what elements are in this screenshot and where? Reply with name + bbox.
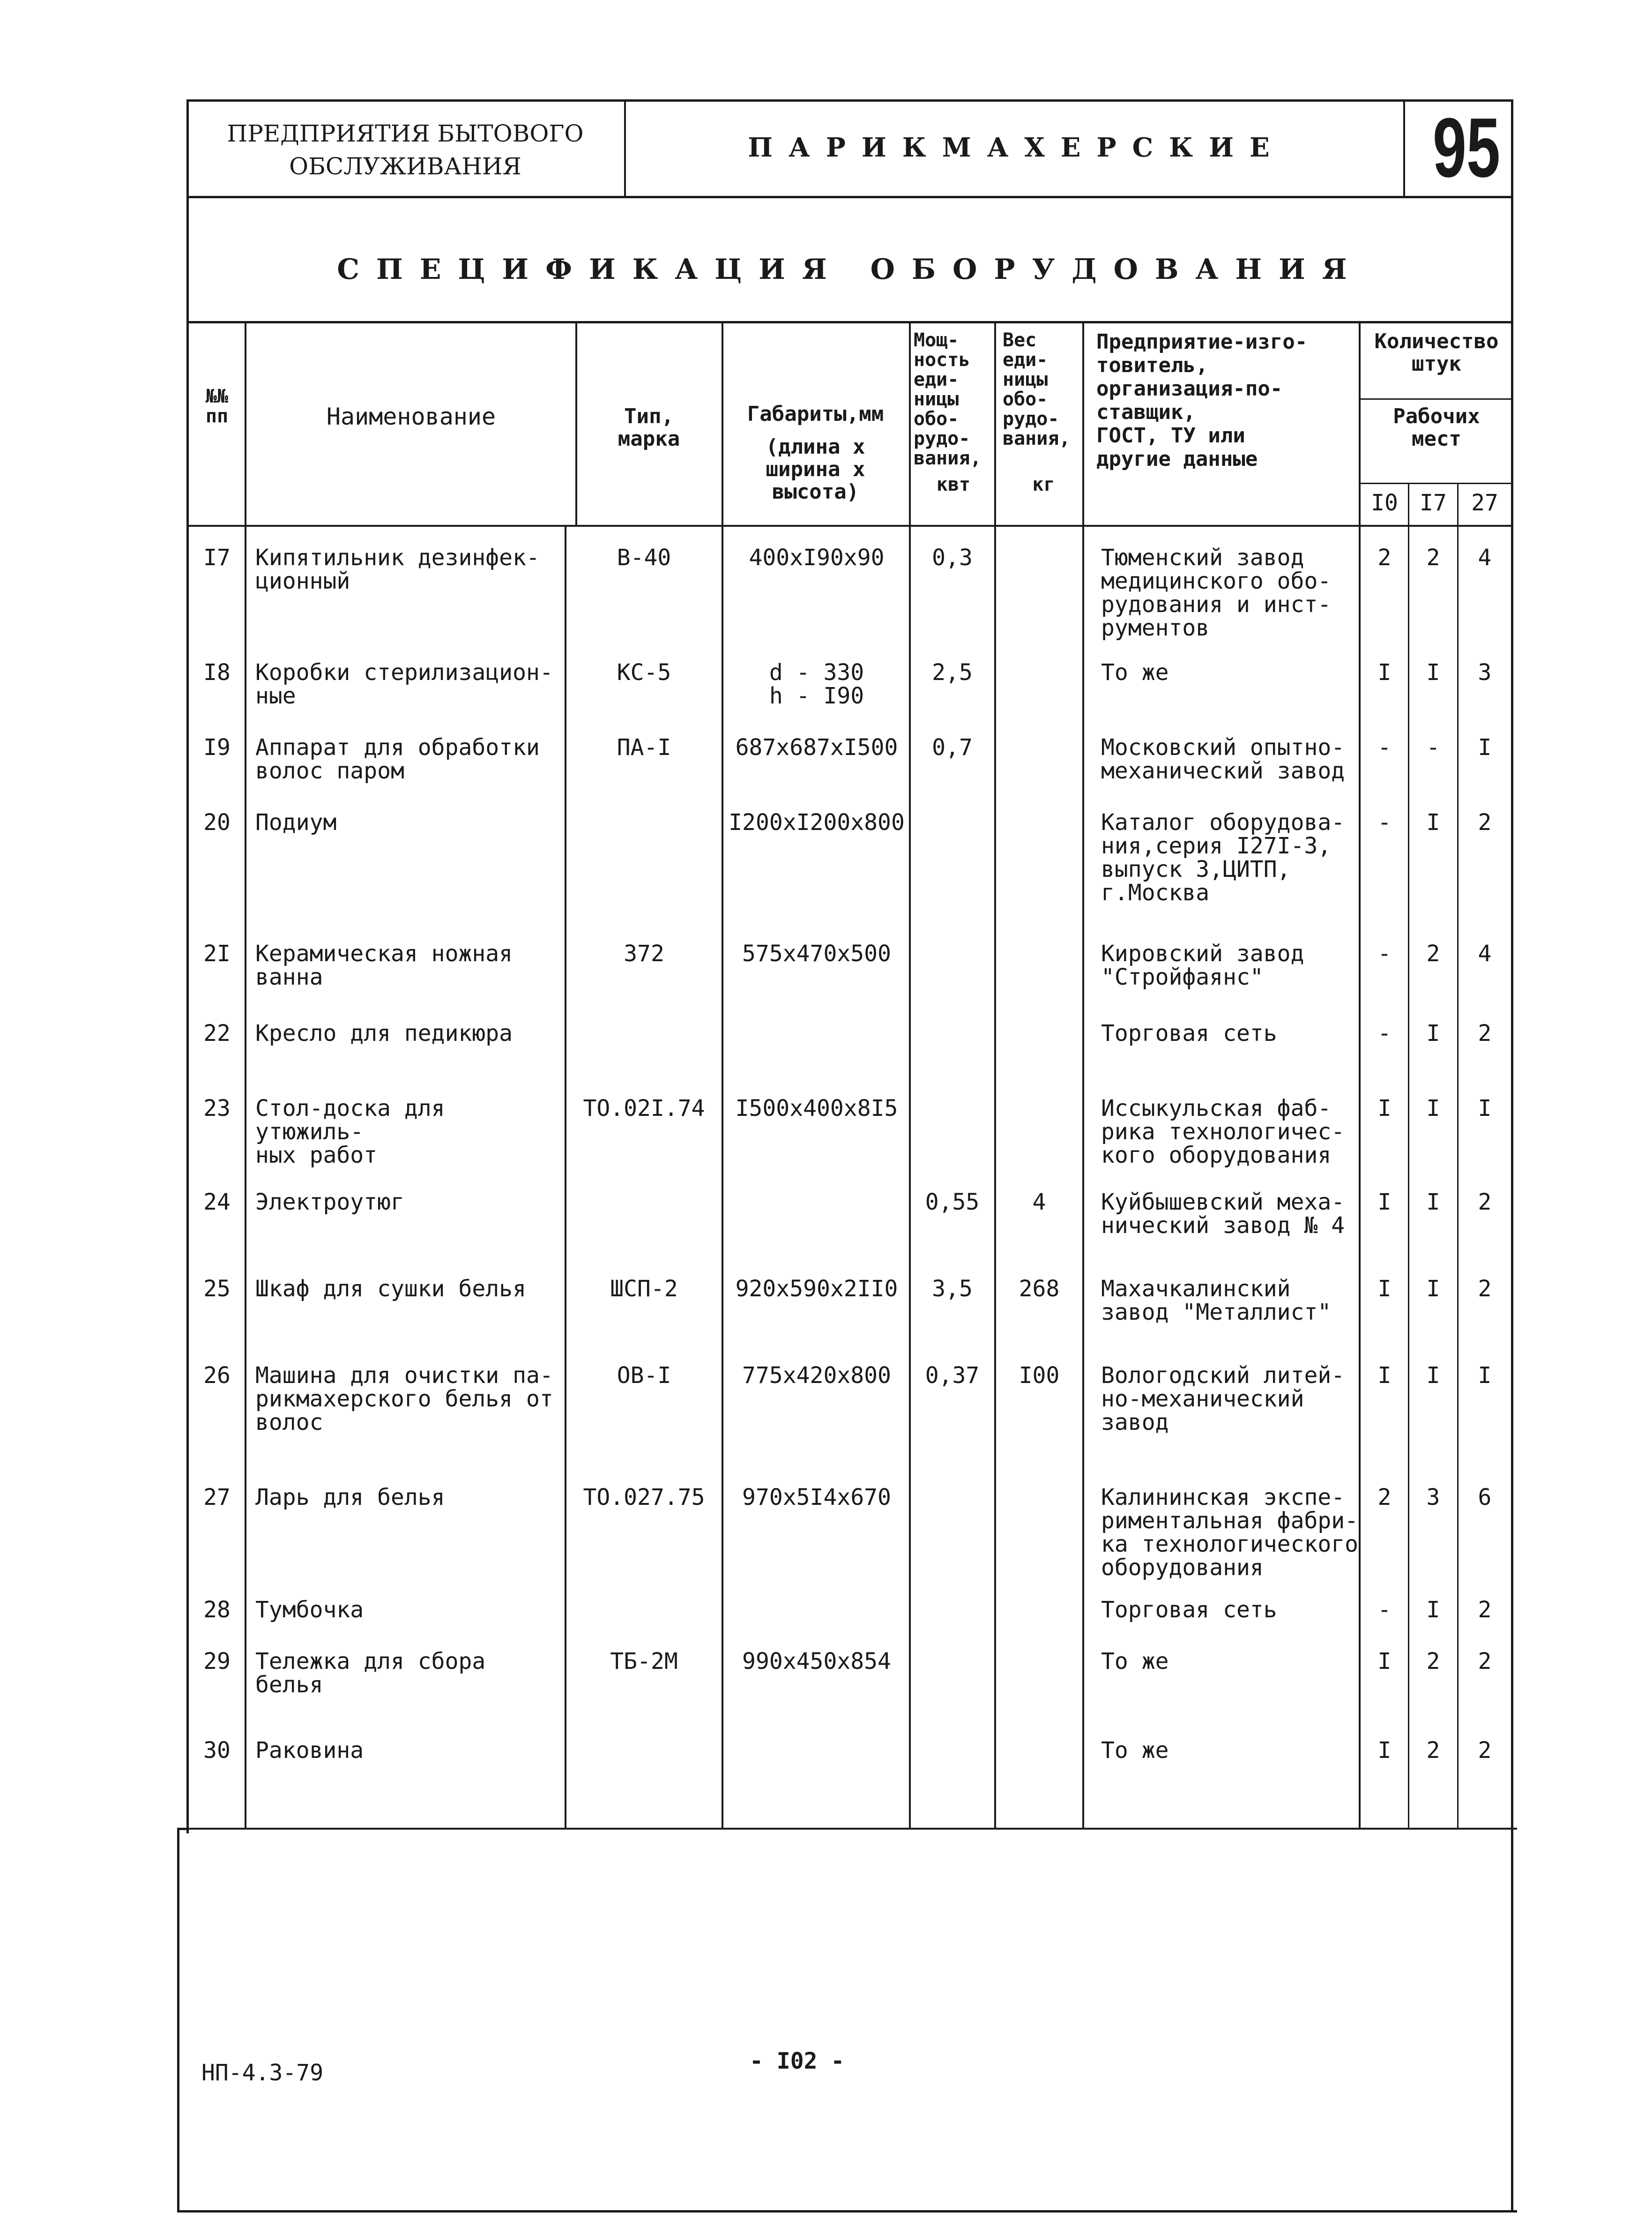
cell-type: ПА-I: [617, 734, 671, 761]
col-header-manufacturer: [1096, 330, 1356, 471]
cell-name-line: Тумбочка: [255, 1597, 364, 1623]
cell-power: 3,5: [932, 1276, 973, 1302]
cell-maker-line: Кировский завод: [1101, 941, 1304, 967]
cell-q27: 3: [1478, 659, 1492, 686]
cell-name-line: Подиум: [255, 809, 337, 836]
cell-name: [255, 1190, 565, 1214]
cell-name: [255, 1650, 565, 1697]
cell-no: 24: [203, 1189, 231, 1215]
cell-name: [255, 1598, 565, 1622]
col-header-workplaces: [1361, 405, 1512, 450]
cell-q27: 4: [1478, 545, 1492, 571]
cell-name-line: ных работ: [255, 1142, 378, 1168]
cell-q10: -: [1377, 809, 1392, 836]
col-maker-line3: организация-по-: [1096, 377, 1283, 401]
cell-q17: I: [1426, 1020, 1440, 1046]
cell-name-line: Кипятильник дезинфек-: [255, 545, 540, 571]
cell-type: КС-5: [617, 659, 671, 686]
col-type-line1: Тип,: [624, 404, 674, 428]
cell-dims: [725, 1486, 908, 1509]
cell-dims-line: 400хI90х90: [749, 545, 885, 571]
cell-name-line: Электроутюг: [255, 1189, 404, 1215]
cell-q10: I: [1377, 1276, 1392, 1302]
category-title: ПАРИКМАХЕРСКИЕ: [748, 132, 1286, 163]
cell-maker-line: Московский опытно-: [1101, 734, 1345, 761]
cell-maker-line: Торговая сеть: [1101, 1020, 1277, 1046]
col-header-power: [914, 330, 993, 494]
org-line-1: ПРЕДПРИЯТИЯ БЫТОВОГО: [227, 120, 584, 147]
col-weight-line6: вания,: [1003, 428, 1071, 449]
cell-maker-line: рументов: [1101, 615, 1210, 641]
cell-maker: [1101, 1190, 1359, 1237]
document-title: СПЕЦИФИКАЦИЯ ОБОРУДОВАНИЯ: [337, 253, 1364, 286]
cell-q27: 2: [1478, 809, 1492, 836]
cell-maker: [1101, 1650, 1359, 1673]
cell-q27: 2: [1478, 1189, 1492, 1215]
cell-q17: 2: [1426, 1737, 1440, 1764]
cell-no: 29: [203, 1648, 231, 1674]
cell-maker-line: рудования и инст-: [1101, 591, 1332, 618]
cell-maker-line: Иссыкульская фаб-: [1101, 1095, 1332, 1121]
cell-maker-line: ка технологического: [1101, 1531, 1359, 1557]
cell-dims-line: 775х420х800: [742, 1362, 891, 1389]
cell-power: 0,37: [925, 1362, 980, 1389]
cell-q10: -: [1377, 734, 1392, 761]
cell-dims: [725, 661, 908, 708]
cell-dims: [725, 1650, 908, 1673]
cell-q17: I: [1426, 659, 1440, 686]
cell-name-line: Шкаф для сушки белья: [255, 1276, 526, 1302]
cell-maker-line: Вологодский литей-: [1101, 1362, 1345, 1389]
organization-header: [187, 101, 623, 199]
cell-q10: I: [1377, 1095, 1392, 1121]
col-power-unit: квт: [936, 474, 971, 495]
cell-maker-line: Торговая сеть: [1101, 1597, 1277, 1623]
col-dims-line1: Габариты,мм: [747, 402, 884, 426]
cell-no: I8: [203, 659, 231, 686]
cell-q10: -: [1377, 941, 1392, 967]
cell-maker-line: медицинского обо-: [1101, 568, 1332, 594]
col-workplaces-line1: Рабочих: [1393, 404, 1480, 428]
cell-maker-line: нический завод № 4: [1101, 1212, 1345, 1239]
col-workplaces-line2: мест: [1412, 427, 1461, 451]
cell-q10: I: [1377, 1189, 1392, 1215]
cell-dims: [725, 546, 908, 569]
cell-q27: 4: [1478, 941, 1492, 967]
cell-dims-line: 990х450х854: [742, 1648, 891, 1674]
cell-no: 30: [203, 1737, 231, 1764]
cell-no: 23: [203, 1095, 231, 1121]
document-code: НП-4.3-79: [201, 2060, 324, 2086]
cell-name: [255, 942, 565, 989]
col-weight-line1: Вес: [1003, 329, 1037, 351]
col-power-line5: обо-: [914, 408, 959, 430]
cell-maker-line: ния,серия I27I-3,: [1101, 833, 1332, 859]
cell-name: [255, 736, 565, 783]
cell-q10: 2: [1377, 545, 1392, 571]
cell-q27: 2: [1478, 1648, 1492, 1674]
cell-maker-line: То же: [1101, 1737, 1169, 1764]
cell-name-line: Стол-доска для утюжиль-: [255, 1095, 445, 1145]
cell-name-line: ционный: [255, 568, 350, 594]
col-weight-line3: ницы: [1003, 369, 1048, 390]
cell-dims-line: h - I90: [769, 683, 864, 709]
cell-maker: [1101, 546, 1359, 640]
col-maker-line4: ставщик,: [1096, 400, 1196, 424]
cell-no: 26: [203, 1362, 231, 1389]
cell-maker-line: Махачкалинский: [1101, 1276, 1291, 1302]
cell-no: 2I: [203, 941, 231, 967]
cell-q17: 2: [1426, 545, 1440, 571]
cell-maker-line: Тюменский завод: [1101, 545, 1304, 571]
cell-name-line: Кресло для педикюра: [255, 1020, 513, 1046]
col-dims-line4: высота): [772, 480, 859, 504]
cell-name: [255, 1022, 565, 1045]
cell-dims-line: d - 330: [769, 659, 864, 686]
col-num-line2: пп: [205, 405, 229, 427]
cell-maker-line: То же: [1101, 1648, 1169, 1674]
cell-name: [255, 1277, 565, 1301]
sheet-number: 95: [1432, 100, 1501, 195]
cell-dims: [725, 942, 908, 965]
cell-q17: I: [1426, 1095, 1440, 1121]
cell-weight: 4: [1032, 1189, 1046, 1215]
cell-q10: I: [1377, 659, 1392, 686]
cell-dims-line: 970х5I4х670: [742, 1484, 891, 1510]
col-maker-line5: ГОСТ, ТУ или: [1096, 424, 1245, 448]
cell-q27: 2: [1478, 1276, 1492, 1302]
cell-dims: [725, 1277, 908, 1301]
cell-dims: [725, 811, 908, 834]
cell-maker-line: завод "Металлист": [1101, 1299, 1332, 1325]
cell-dims: [725, 1364, 908, 1387]
col-power-line3: еди-: [914, 369, 959, 390]
cell-maker-line: г.Москва: [1101, 880, 1210, 906]
cell-name-line: волос паром: [255, 758, 404, 784]
col-weight-line2: еди-: [1003, 349, 1048, 371]
cell-name: [255, 811, 565, 834]
col-dims-line2: (длина х: [766, 435, 865, 459]
cell-maker-line: Куйбышевский меха-: [1101, 1189, 1345, 1215]
col-maker-line6: другие данные: [1096, 447, 1258, 471]
col-header-dimensions: [725, 403, 906, 503]
cell-maker: [1101, 736, 1359, 783]
col-power-line1: Мощ-: [914, 329, 959, 351]
cell-q27: I: [1478, 734, 1492, 761]
cell-maker-line: кого оборудования: [1101, 1142, 1332, 1168]
cell-name-line: Тележка для сбора белья: [255, 1648, 486, 1698]
cell-q27: 2: [1478, 1597, 1492, 1623]
cell-q10: -: [1377, 1020, 1392, 1046]
col-weight-unit: кг: [1032, 474, 1055, 495]
cell-maker-line: выпуск 3,ЦИТП,: [1101, 856, 1291, 882]
cell-type: ТО.02I.74: [583, 1095, 705, 1121]
cell-type: ТО.027.75: [583, 1484, 705, 1510]
cell-weight: 268: [1019, 1276, 1060, 1302]
cell-maker-line: но-механический: [1101, 1386, 1304, 1412]
col-qty-line2: штук: [1412, 352, 1461, 376]
cell-name-line: волос: [255, 1409, 323, 1435]
col-power-line2: ность: [914, 349, 970, 371]
cell-no: 27: [203, 1484, 231, 1510]
col-num-line1: №№: [205, 386, 229, 407]
cell-maker-line: рика технологичес-: [1101, 1119, 1345, 1145]
cell-q10: I: [1377, 1737, 1392, 1764]
cell-maker: [1101, 661, 1359, 684]
cell-name-line: ные: [255, 683, 296, 709]
col-weight-line4: обо-: [1003, 389, 1048, 410]
cell-q17: I: [1426, 1276, 1440, 1302]
cell-q10: I: [1377, 1362, 1392, 1389]
cell-maker-line: оборудования: [1101, 1555, 1264, 1581]
cell-q17: 3: [1426, 1484, 1440, 1510]
col-power-line4: ницы: [914, 389, 959, 410]
page-number: - I02 -: [750, 2048, 845, 2074]
cell-dims: [725, 1097, 908, 1120]
cell-power: 0,55: [925, 1189, 980, 1215]
cell-dims-line: 920х590х2II0: [735, 1276, 898, 1302]
cell-no: 28: [203, 1597, 231, 1623]
cell-maker-line: механический завод: [1101, 758, 1345, 784]
cell-no: 20: [203, 809, 231, 836]
cell-no: I9: [203, 734, 231, 761]
cell-name-line: ванна: [255, 964, 323, 990]
col-qty-line1: Количество: [1374, 329, 1499, 353]
cell-q27: 6: [1478, 1484, 1492, 1510]
cell-dims-line: I500х400х8I5: [735, 1095, 898, 1121]
cell-name: [255, 661, 565, 708]
cell-maker: [1101, 1486, 1359, 1579]
col-header-name: Наименование: [326, 403, 496, 430]
cell-q27: I: [1478, 1362, 1492, 1389]
cell-dims-line: 575х470х500: [742, 941, 891, 967]
cell-type: ОВ-I: [617, 1362, 671, 1389]
cell-name-line: Коробки стерилизацион-: [255, 659, 553, 686]
cell-name-line: Машина для очистки па-: [255, 1362, 553, 1389]
col-power-line7: вания,: [914, 448, 982, 469]
cell-weight: I00: [1019, 1362, 1060, 1389]
col-maker-line1: Предприятие-изго-: [1096, 330, 1308, 354]
cell-power: 2,5: [932, 659, 973, 686]
cell-q10: I: [1377, 1648, 1392, 1674]
cell-maker-line: Калининская экспе-: [1101, 1484, 1345, 1510]
cell-name: [255, 1097, 565, 1167]
cell-maker: [1101, 942, 1359, 989]
col-weight-line5: рудо-: [1003, 408, 1059, 430]
cell-q17: I: [1426, 1362, 1440, 1389]
cell-maker: [1101, 811, 1359, 904]
col-header-10: I0: [1371, 490, 1398, 516]
cell-maker: [1101, 1364, 1359, 1434]
cell-maker-line: Каталог оборудова-: [1101, 809, 1345, 836]
cell-name: [255, 1739, 565, 1762]
col-header-weight: [1003, 330, 1085, 494]
cell-dims-line: 687х687хI500: [735, 734, 898, 761]
cell-q17: 2: [1426, 941, 1440, 967]
cell-type: ШСП-2: [610, 1276, 678, 1302]
cell-maker: [1101, 1598, 1359, 1622]
cell-no: 25: [203, 1276, 231, 1302]
cell-q17: I: [1426, 1597, 1440, 1623]
cell-power: 0,7: [932, 734, 973, 761]
cell-no: I7: [203, 545, 231, 571]
cell-maker-line: То же: [1101, 659, 1169, 686]
cell-maker-line: "Стройфаянс": [1101, 964, 1264, 990]
cell-type: В-40: [617, 545, 671, 571]
cell-maker: [1101, 1739, 1359, 1762]
cell-q17: -: [1426, 734, 1440, 761]
cell-power: 0,3: [932, 545, 973, 571]
col-header-quantity: [1361, 330, 1512, 375]
cell-q17: 2: [1426, 1648, 1440, 1674]
cell-dims-line: I200хI200х800: [729, 809, 905, 836]
cell-type: ТБ-2М: [610, 1648, 678, 1674]
col-dims-line3: ширина х: [766, 457, 865, 481]
cell-q17: I: [1426, 809, 1440, 836]
cell-name-line: Раковина: [255, 1737, 364, 1764]
cell-maker-line: завод: [1101, 1409, 1169, 1435]
cell-name: [255, 546, 565, 593]
cell-q27: 2: [1478, 1737, 1492, 1764]
cell-q10: -: [1377, 1597, 1392, 1623]
cell-maker: [1101, 1097, 1359, 1167]
cell-maker-line: риментальная фабри-: [1101, 1508, 1359, 1534]
cell-name-line: рикмахерского белья от: [255, 1386, 553, 1412]
col-power-line6: рудо-: [914, 428, 970, 449]
cell-name: [255, 1486, 565, 1509]
col-maker-line2: товитель,: [1096, 353, 1208, 377]
org-line-2: ОБСЛУЖИВАНИЯ: [289, 153, 521, 180]
col-header-type: [579, 405, 719, 450]
cell-name-line: Аппарат для обработки: [255, 734, 540, 761]
cell-maker: [1101, 1022, 1359, 1045]
cell-name-line: Керамическая ножная: [255, 941, 513, 967]
cell-maker: [1101, 1277, 1359, 1324]
cell-dims: [725, 736, 908, 759]
cell-no: 22: [203, 1020, 231, 1046]
cell-name: [255, 1364, 565, 1434]
col-header-number: [191, 387, 243, 426]
cell-q27: 2: [1478, 1020, 1492, 1046]
cell-q27: I: [1478, 1095, 1492, 1121]
cell-type: 372: [624, 941, 664, 967]
col-type-line2: марка: [618, 427, 680, 451]
col-header-17: I7: [1420, 490, 1447, 516]
cell-q10: 2: [1377, 1484, 1392, 1510]
cell-name-line: Ларь для белья: [255, 1484, 445, 1510]
cell-q17: I: [1426, 1189, 1440, 1215]
col-header-27: 27: [1471, 490, 1498, 516]
